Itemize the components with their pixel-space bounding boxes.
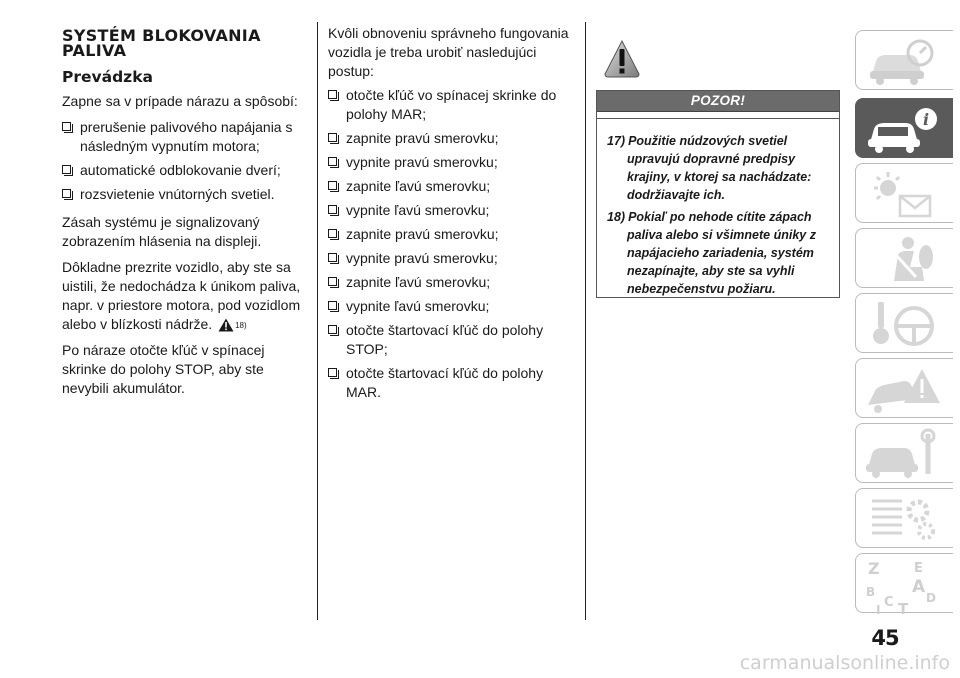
step-item: otočte kľúč vo spínacej skrinke do polohy MAR; xyxy=(328,86,578,124)
tab-lights-messages[interactable] xyxy=(855,163,953,223)
car-maintenance-icon xyxy=(864,428,944,480)
footnote-reference[interactable]: 18) xyxy=(235,321,247,330)
step-item: vypnite pravú smerovku; xyxy=(328,153,578,172)
list-item: prerušenie palivového napájania s následným vypnutím motora; xyxy=(62,118,308,156)
step-item: zapnite pravú smerovku; xyxy=(328,129,578,148)
svg-text:D: D xyxy=(926,591,936,605)
svg-text:B: B xyxy=(866,585,876,599)
key-steering-icon xyxy=(864,298,944,350)
paragraph: Zásah systému je signalizovaný zobrazením hlásenia na displeji. xyxy=(62,214,262,249)
checkbox-bullet-icon xyxy=(62,189,71,198)
step-item: otočte štartovací kľúč do polohy STOP; xyxy=(328,321,578,359)
alphabet-index-icon xyxy=(864,558,944,618)
column-left xyxy=(62,24,308,405)
checkbox-bullet-icon xyxy=(62,165,71,174)
subsection-title: Prevádzka xyxy=(62,68,153,86)
watermark: carmanualsonline.info xyxy=(739,652,950,674)
checkbox-bullet-icon xyxy=(328,205,337,214)
svg-text:Z: Z xyxy=(868,559,880,578)
svg-text:C: C xyxy=(884,595,894,610)
paragraph: Dôkladne prezrite vozidlo, aby ste sa uistili, že nedochádza k únikom paliva, napr. v priestore motora, pod vozidlom alebo v blízkosti nádrže. 18) xyxy=(62,258,308,337)
tab-maintenance[interactable] xyxy=(855,423,953,483)
step-item: vypnite pravú smerovku; xyxy=(328,249,578,268)
tab-dashboard[interactable] xyxy=(855,30,953,90)
list-item: automatické odblokovanie dverí; xyxy=(62,161,308,180)
warning-header: POZOR! xyxy=(597,91,839,112)
step-item: zapnite pravú smerovku; xyxy=(328,225,578,244)
step-item: zapnite ľavú smerovku; xyxy=(328,273,578,292)
checkbox-bullet-icon xyxy=(328,229,337,238)
divider xyxy=(597,112,839,119)
step-item: otočte štartovací kľúč do polohy MAR. xyxy=(328,364,578,402)
checkbox-bullet-icon xyxy=(328,133,337,142)
intro-text: Zapne sa v prípade nárazu a spôsobí: xyxy=(62,93,298,109)
checkbox-bullet-icon xyxy=(328,325,337,334)
step-item: vypnite ľavú smerovku; xyxy=(328,201,578,220)
footnote-item: 18) Pokiaľ po nehode cítite zápach paliva alebo si všimnete úniky z napájacieho zariadenia, systém nezapínajte, aby ste sa vyhli nebezpečenstvu požiaru. xyxy=(607,210,816,296)
step-item: vypnite ľavú smerovku; xyxy=(328,297,578,316)
step-item: zapnite ľavú smerovku; xyxy=(328,177,578,196)
warning-triangle-icon xyxy=(604,40,640,83)
svg-text:I: I xyxy=(876,603,881,617)
checkbox-bullet-icon xyxy=(328,368,337,377)
warning-triangle-icon xyxy=(218,318,234,337)
svg-text:i: i xyxy=(922,110,930,129)
tab-start-drive[interactable] xyxy=(855,293,953,353)
specs-gears-icon xyxy=(864,493,944,545)
car-info-icon xyxy=(864,103,944,155)
page-number: 45 xyxy=(871,626,899,650)
column-middle xyxy=(328,24,578,407)
svg-text:A: A xyxy=(912,577,926,597)
tab-emergency[interactable] xyxy=(855,358,953,418)
tab-safety[interactable] xyxy=(855,228,953,288)
step-list xyxy=(328,86,578,402)
svg-text:E: E xyxy=(914,561,923,576)
column-divider xyxy=(585,22,586,620)
warning-notes xyxy=(597,119,839,298)
tab-info[interactable] xyxy=(855,98,953,158)
tab-index[interactable] xyxy=(855,553,953,618)
footnote-item: 17) Použitie núdzových svetiel upravujú dopravné predpisy krajiny, v ktorej sa nachádzate: dodržiavajte ich. xyxy=(607,134,812,202)
intro-text: Kvôli obnoveniu správneho fungovania vozidla je treba urobiť nasledujúci postup: xyxy=(328,25,569,79)
warning-box xyxy=(596,90,840,298)
checkbox-bullet-icon xyxy=(328,301,337,310)
section-title: SYSTÉM BLOKOVANIA PALIVA xyxy=(62,26,261,60)
checkbox-bullet-icon xyxy=(328,277,337,286)
svg-text:T: T xyxy=(898,600,909,618)
checkbox-bullet-icon xyxy=(328,181,337,190)
column-divider xyxy=(317,22,318,620)
checkbox-bullet-icon xyxy=(328,90,337,99)
seatbelt-airbag-icon xyxy=(864,233,944,285)
checkbox-bullet-icon xyxy=(62,122,71,131)
checkbox-bullet-icon xyxy=(328,253,337,262)
lights-message-icon xyxy=(864,168,944,220)
checkbox-bullet-icon xyxy=(328,157,337,166)
car-crash-warning-icon xyxy=(864,363,944,415)
paragraph: Po náraze otočte kľúč v spínacej skrinke do polohy STOP, aby ste nevybili akumulátor. xyxy=(62,342,265,396)
list-item: rozsvietenie vnútorných svetiel. xyxy=(62,185,308,204)
car-dashboard-icon xyxy=(864,35,944,87)
tab-technical-data[interactable] xyxy=(855,488,953,548)
